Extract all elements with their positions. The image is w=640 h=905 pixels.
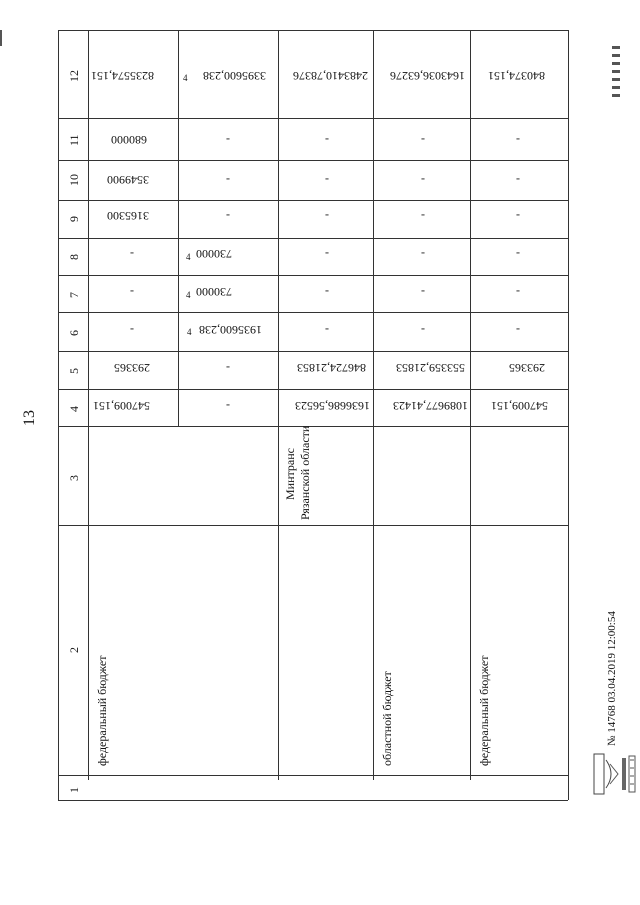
cell-c11: - xyxy=(325,133,329,147)
column-divider xyxy=(58,238,568,239)
cell-c6: - xyxy=(130,323,134,337)
cell-c4: - xyxy=(226,399,230,413)
cell-c10: - xyxy=(226,173,230,187)
column-number: 6 xyxy=(67,330,81,336)
executor-line: Рязанской области xyxy=(298,425,312,520)
scan-mark xyxy=(612,46,620,49)
column-number: 2 xyxy=(67,647,81,653)
cell-c5: 293365 xyxy=(509,361,545,375)
cell-c10: - xyxy=(421,173,425,187)
cell-c4: 547009,151 xyxy=(93,399,150,413)
column-divider xyxy=(58,426,568,427)
cell-c11: - xyxy=(226,133,230,147)
stamp-caption: № 14768 03.04.2019 12:00:54 xyxy=(606,611,618,746)
cell-c4: 547009,151 xyxy=(491,399,548,413)
cell-c7: - xyxy=(130,285,134,299)
column-number: 9 xyxy=(67,216,81,222)
column-number: 11 xyxy=(67,134,81,146)
cell-c10: - xyxy=(325,173,329,187)
cell-c8: - xyxy=(516,247,520,261)
cell-c10: - xyxy=(516,173,520,187)
table-border-bottom xyxy=(58,800,568,801)
scan-mark xyxy=(612,86,620,89)
cell-c9: - xyxy=(325,209,329,223)
column-divider xyxy=(58,275,568,276)
cell-c10: 3549900 xyxy=(107,173,149,187)
cell-c4: 1636686,56523 xyxy=(295,399,370,413)
column-number: 4 xyxy=(67,406,81,412)
column-divider xyxy=(58,160,568,161)
footnote-mark: 4 xyxy=(187,327,192,337)
cell-c9: - xyxy=(516,209,520,223)
cell-c5: 293365 xyxy=(114,361,150,375)
scan-mark xyxy=(0,30,2,46)
column-divider xyxy=(58,775,568,776)
cell-c6: - xyxy=(325,323,329,337)
cell-c12: 840374,151 xyxy=(488,69,545,83)
cell-c11: - xyxy=(421,133,425,147)
scan-mark xyxy=(612,70,620,73)
table-border-right xyxy=(568,30,569,800)
registration-stamp-icon xyxy=(592,750,638,798)
cell-c5: 846724,21853 xyxy=(297,361,366,375)
page-number: 13 xyxy=(21,410,38,426)
cell-c11: 680000 xyxy=(111,133,147,147)
table-border-top xyxy=(58,30,568,31)
row-divider xyxy=(373,30,374,780)
cell-c9: - xyxy=(226,209,230,223)
cell-c6: - xyxy=(421,323,425,337)
footnote-mark: 4 xyxy=(186,252,191,262)
column-number: 5 xyxy=(67,368,81,374)
cell-c12: 2483410,78376 xyxy=(293,69,368,83)
cell-c7: - xyxy=(421,285,425,299)
cell-c12: 3395600,238 xyxy=(203,69,266,83)
column-divider xyxy=(58,118,568,119)
cell-c11: - xyxy=(516,133,520,147)
cell-c5: 553359,21853 xyxy=(396,361,465,375)
column-divider xyxy=(58,389,568,390)
column-divider xyxy=(58,200,568,201)
cell-c8: 730000 xyxy=(196,247,232,261)
footnote-mark: 4 xyxy=(186,290,191,300)
cell-c9: 3165300 xyxy=(107,209,149,223)
row-divider xyxy=(470,30,471,780)
cell-c7: - xyxy=(325,285,329,299)
cell-c6: 1935600,238 xyxy=(199,323,262,337)
column-number: 8 xyxy=(67,254,81,260)
cell-c12: 8235574,151 xyxy=(91,69,154,83)
cell-source: федеральный бюджет xyxy=(477,655,491,766)
footnote-mark: 4 xyxy=(183,73,188,83)
cell-source: федеральный бюджет xyxy=(95,655,109,766)
scan-mark xyxy=(612,94,620,97)
column-divider xyxy=(58,312,568,313)
cell-c12: 1643036,63276 xyxy=(390,69,465,83)
cell-c7: - xyxy=(516,285,520,299)
column-number: 12 xyxy=(67,70,81,82)
executor-line: Минтранс xyxy=(283,448,297,500)
cell-c8: - xyxy=(130,247,134,261)
cell-source: областной бюджет xyxy=(380,671,394,766)
column-number: 1 xyxy=(67,787,81,793)
scan-mark xyxy=(612,78,620,81)
cell-c4: 1089677,41423 xyxy=(393,399,468,413)
cell-c8: - xyxy=(325,247,329,261)
row-divider xyxy=(278,30,279,780)
row-divider-header xyxy=(88,30,89,780)
column-divider xyxy=(58,525,568,526)
row-divider xyxy=(178,30,179,426)
column-divider xyxy=(58,351,568,352)
cell-c9: - xyxy=(421,209,425,223)
table-border-left xyxy=(58,30,59,800)
cell-c5: - xyxy=(226,361,230,375)
column-number: 7 xyxy=(67,292,81,298)
scan-mark xyxy=(612,62,620,65)
cell-c7: 730000 xyxy=(196,285,232,299)
scan-mark xyxy=(612,54,620,57)
cell-c8: - xyxy=(421,247,425,261)
cell-c6: - xyxy=(516,323,520,337)
column-number: 3 xyxy=(67,475,81,481)
column-number: 10 xyxy=(67,174,81,186)
